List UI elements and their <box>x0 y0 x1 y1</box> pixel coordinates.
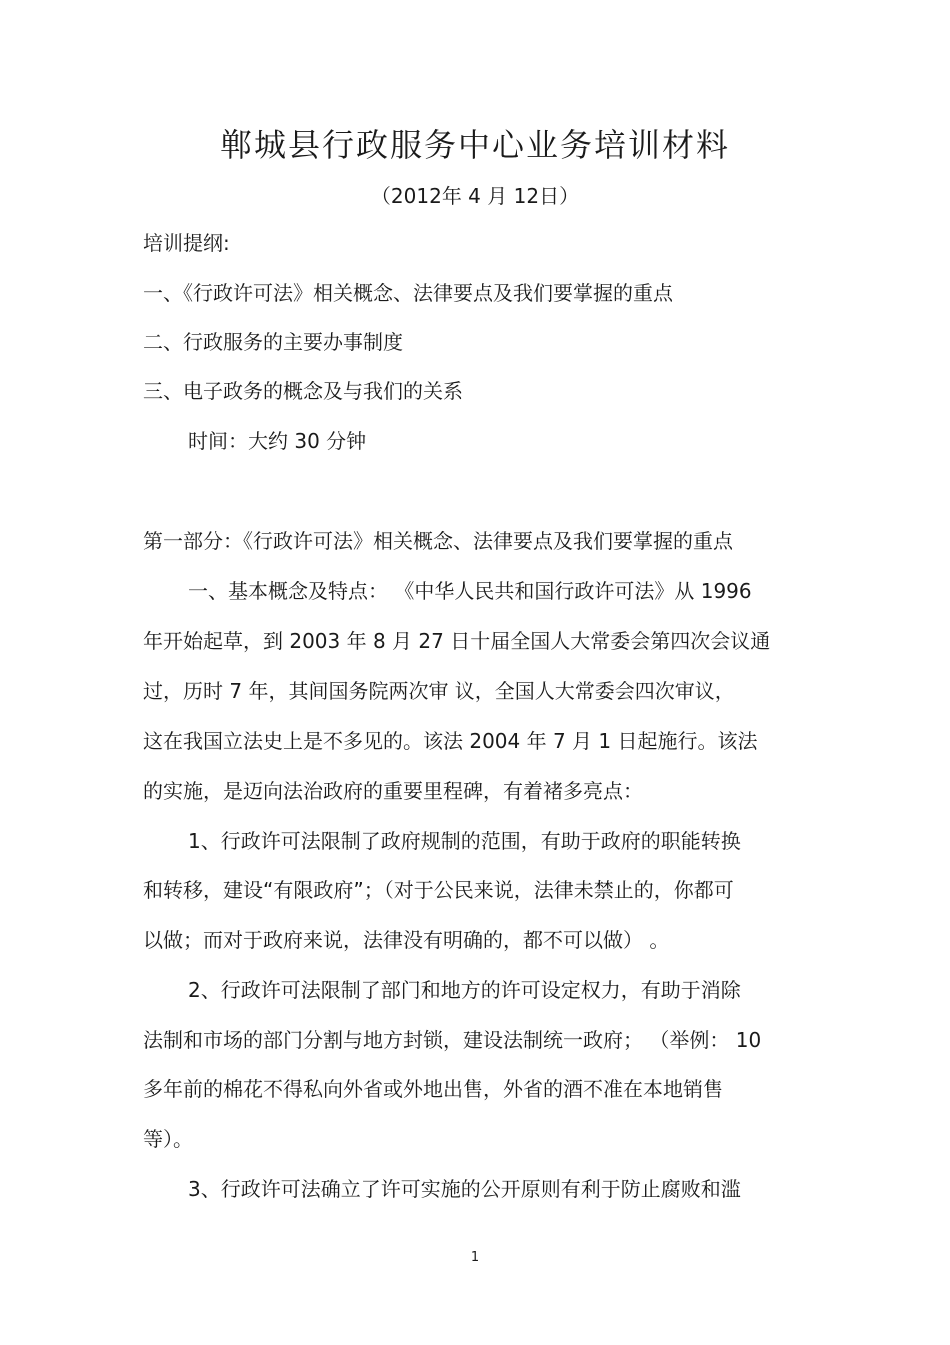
body-line: 的实施，是迈向法治政府的重要里程碑，有着褚多亮点： <box>143 779 643 803</box>
body-line: 法制和市场的部门分割与地方封锁，建设法制统一政府； （举例： 10 <box>143 1028 762 1052</box>
body-line: 这在我国立法史上是不多见的。该法 2004 年 7 月 1 日起施行。该法 <box>143 729 758 753</box>
body-line: 3、行政许可法确立了许可实施的公开原则有利于防止腐败和滥 <box>188 1177 741 1201</box>
body-line: 和转移，建设“有限政府”；（对于公民来说，法律未禁止的，你都可 <box>143 878 734 902</box>
body-line: 年开始起草，到 2003 年 8 月 27 日十届全国人大常委会第四次会议通 <box>143 629 771 653</box>
document-date: （2012年 4 月 12日） <box>370 184 580 208</box>
outline-item-3: 三、电子政务的概念及与我们的关系 <box>143 379 463 403</box>
body-line: 以做；而对于政府来说，法律没有明确的，都不可以做） 。 <box>143 928 670 952</box>
body-line: 多年前的棉花不得私向外省或外地出售，外省的酒不准在本地销售 <box>143 1077 723 1101</box>
body-line: 过，历时 7 年，其间国务院两次审 议，全国人大常委会四次审议， <box>143 679 735 703</box>
body-line: 一、基本概念及特点： 《中华人民共和国行政许可法》从 1996 <box>188 579 752 603</box>
outline-item-1: 一、《行政许可法》相关概念、法律要点及我们要掌握的重点 <box>143 281 673 305</box>
time-note: 时间：大约 30 分钟 <box>188 429 367 453</box>
body-line: 1、行政许可法限制了政府规制的范围，有助于政府的职能转换 <box>188 829 741 853</box>
document-title: 郸城县行政服务中心业务培训材料 <box>219 126 730 164</box>
body-line: 2、行政许可法限制了部门和地方的许可设定权力，有助于消除 <box>188 978 741 1002</box>
outline-item-2: 二、行政服务的主要办事制度 <box>143 330 403 354</box>
outline-heading: 培训提纲: <box>143 231 230 255</box>
part1-heading: 第一部分：《行政许可法》相关概念、法律要点及我们要掌握的重点 <box>143 529 733 553</box>
body-line: 等）。 <box>143 1127 193 1151</box>
page-number: 1 <box>470 1250 480 1265</box>
